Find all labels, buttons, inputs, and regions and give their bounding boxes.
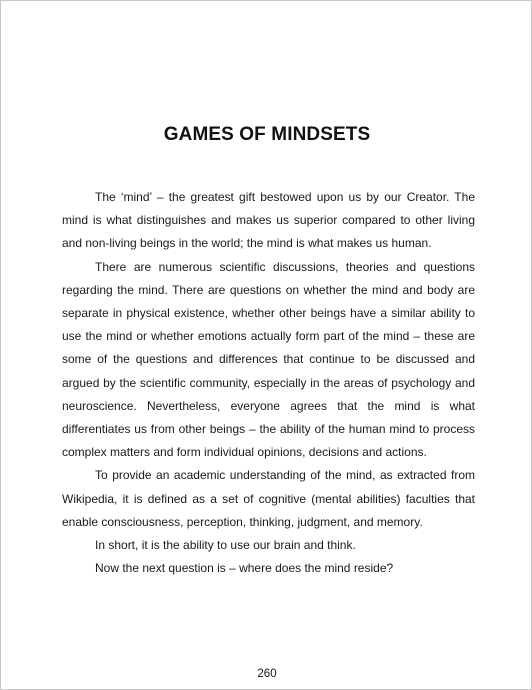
page-number: 260: [257, 668, 277, 680]
body-text: [62, 186, 475, 580]
paragraph-4: In short, it is the ability to use our brain and think.: [95, 538, 356, 553]
paragraph-2: There are numerous scientific discussions, theories and questions regarding the mind. There are questions on whether the mind and body are separate in physical existence, whether other beings have a similar ability to use the mind or whether emotions actually form part of the mind – these are some of the questions and differences that continue to be discussed and argued by the scientific community, especially in the areas of psychology and neuroscience. Nevertheless, everyone agrees that the mind is what differentiates us from other beings – the ability of the human mind to process complex matters and form individual opinions, decisions and actions.: [62, 259, 475, 460]
paragraph-3: To provide an academic understanding of the mind, as extracted from Wikipedia, it is defined as a set of cognitive (mental abilities) faculties that enable consciousness, perception, thinking, judgment, and memory.: [62, 468, 475, 529]
paragraph-1: The ‘mind’ – the greatest gift bestowed upon us by our Creator. The mind is what distinguishes and makes us superior compared to other living and non-living beings in the world; the mind is what makes us human.: [62, 190, 475, 251]
chapter-title: GAMES OF MINDSETS: [163, 124, 371, 145]
paragraph-5: Now the next question is – where does the mind reside?: [95, 561, 394, 576]
